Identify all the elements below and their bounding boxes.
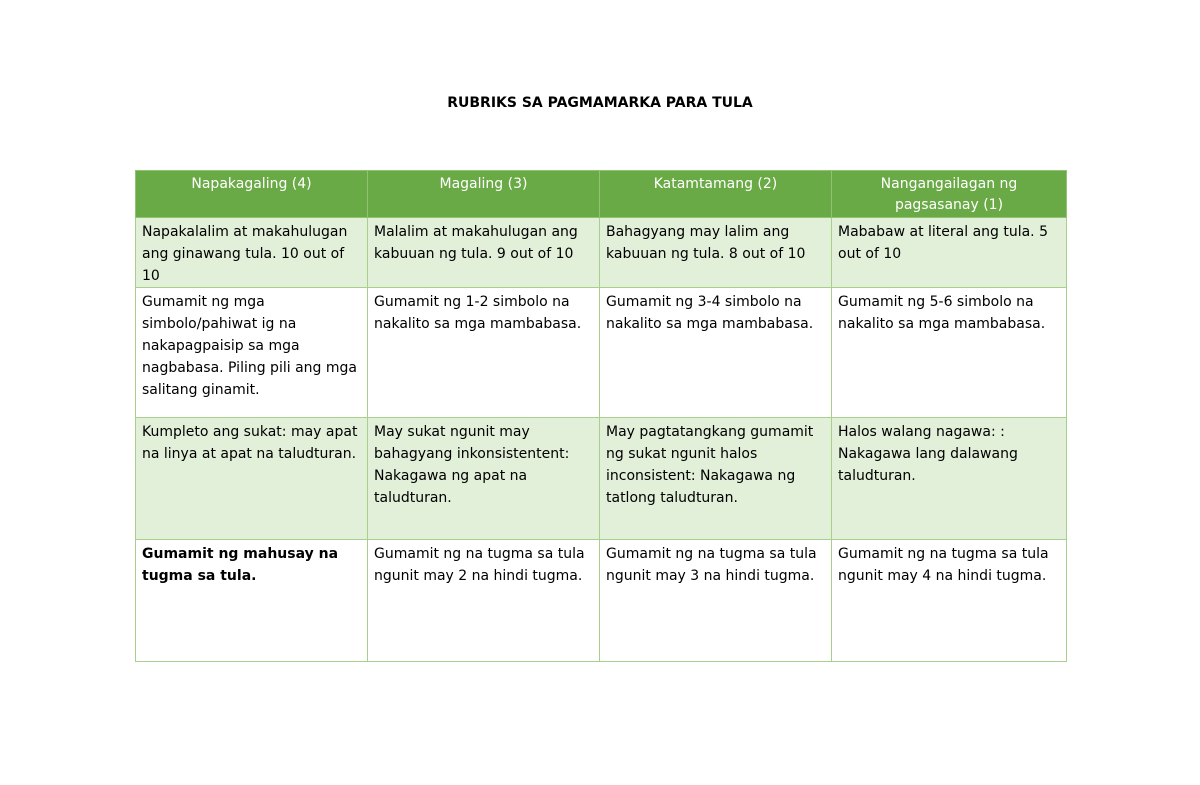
table-cell: Gumamit ng na tugma sa tula ngunit may 2 na hindi tugma.: [368, 540, 600, 662]
table-cell: Halos walang nagawa: : Nakagawa lang dalawang taludturan.: [832, 418, 1067, 540]
rubric-table: [135, 170, 1067, 662]
page-title: RUBRIKS SA PAGMAMARKA PARA TULA: [447, 95, 753, 111]
table-cell: Gumamit ng 5-6 simbolo na nakalito sa mga mambabasa.: [832, 288, 1067, 418]
table-cell: Kumpleto ang sukat: may apat na linya at apat na taludturan.: [136, 418, 368, 540]
table-cell: Bahagyang may lalim ang kabuuan ng tula. 8 out of 10: [600, 218, 832, 288]
header-magaling: Magaling (3): [368, 171, 600, 218]
table-row: [136, 418, 1067, 540]
table-cell: Gumamit ng na tugma sa tula ngunit may 3 na hindi tugma.: [600, 540, 832, 662]
table-row: [136, 288, 1067, 418]
table-cell: Napakalalim at makahulugan ang ginawang tula. 10 out of 10: [136, 218, 368, 288]
table-cell: May pagtatangkang gumamit ng sukat ngunit halos inconsistent: Nakagawa ng tatlong taludturan.: [600, 418, 832, 540]
table-cell: Gumamit ng mahusay na tugma sa tula.: [136, 540, 368, 662]
table-cell: Gumamit ng na tugma sa tula ngunit may 4 na hindi tugma.: [832, 540, 1067, 662]
header-napakagaling: Napakagaling (4): [136, 171, 368, 218]
header-row: [136, 171, 1067, 218]
table-row: [136, 540, 1067, 662]
table-cell: Malalim at makahulugan ang kabuuan ng tula. 9 out of 10: [368, 218, 600, 288]
table-row: [136, 218, 1067, 288]
header-nangangailagan: Nangangailagan ng pagsasanay (1): [832, 171, 1067, 218]
table-cell: Mababaw at literal ang tula. 5 out of 10: [832, 218, 1067, 288]
header-katamtamang: Katamtamang (2): [600, 171, 832, 218]
table-cell: Gumamit ng 1-2 simbolo na nakalito sa mga mambabasa.: [368, 288, 600, 418]
table-cell: May sukat ngunit may bahagyang inkonsistentent: Nakagawa ng apat na taludturan.: [368, 418, 600, 540]
table-cell: Gumamit ng 3-4 simbolo na nakalito sa mga mambabasa.: [600, 288, 832, 418]
table-cell: Gumamit ng mga simbolo/pahiwat ig na nakapagpaisip sa mga nagbabasa. Piling pili ang mga salitang ginamit.: [136, 288, 368, 418]
